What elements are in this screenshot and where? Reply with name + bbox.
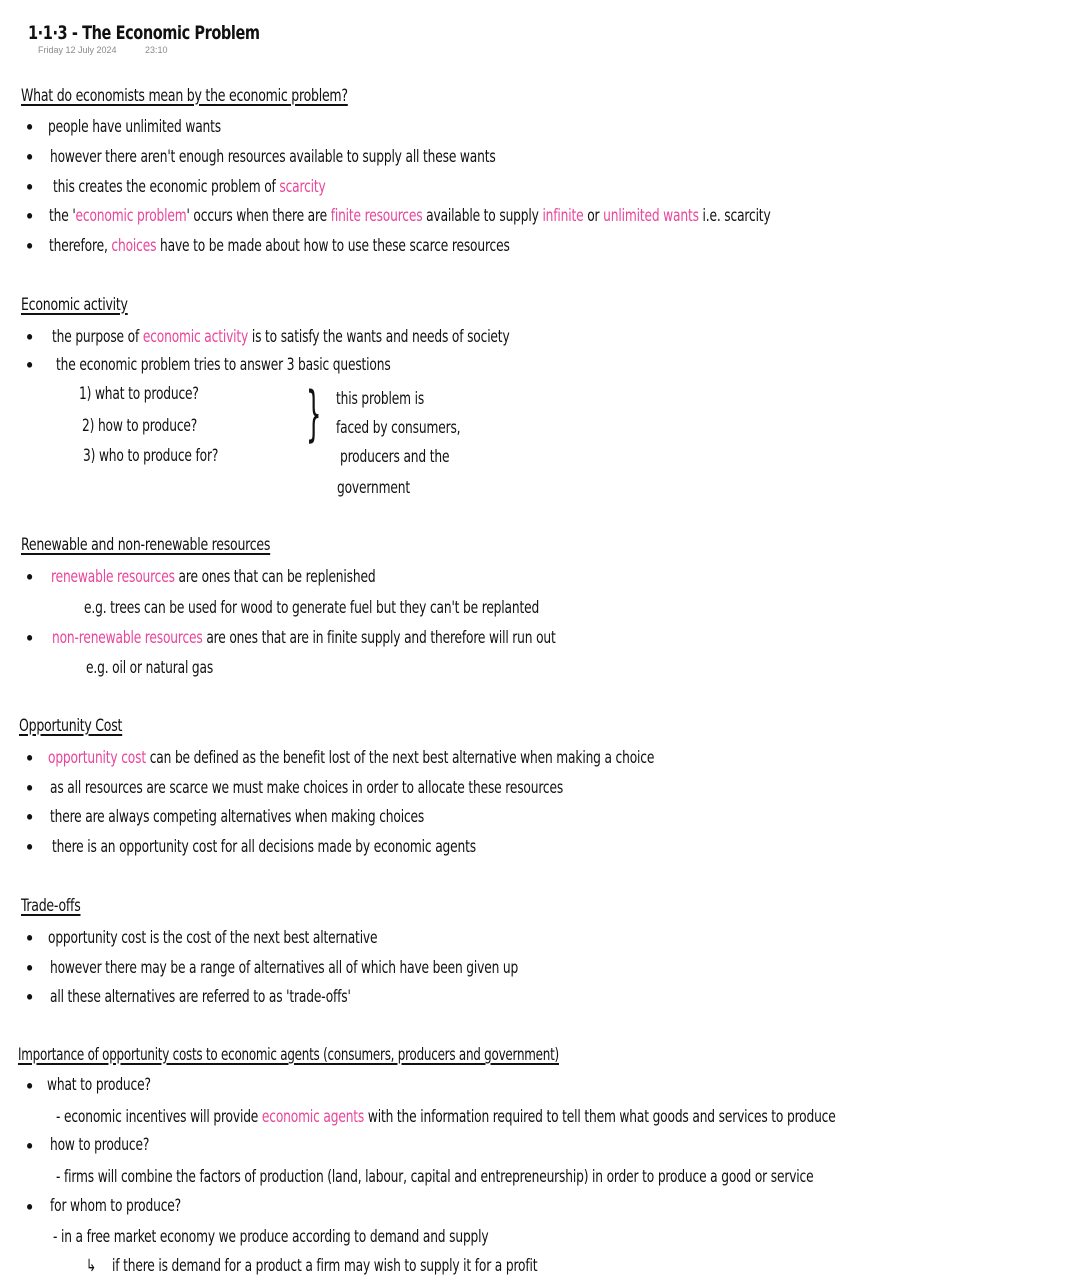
note-text: are ones that are in finite supply and therefore will run out — [202, 628, 556, 648]
highlight-term: finite resources — [330, 206, 423, 226]
heading-economic-activity: Economic activity — [21, 295, 128, 315]
bullet-icon: • — [25, 356, 35, 375]
question-item: 2) how to produce? — [82, 416, 198, 436]
note-text: the purpose of — [52, 327, 143, 347]
example-line: e.g. oil or natural gas — [86, 658, 214, 678]
bullet-icon: • — [25, 749, 35, 768]
note-text: therefore, — [49, 236, 112, 256]
highlight-term: non-renewable resources — [52, 628, 203, 648]
dash-line — [56, 1107, 836, 1127]
highlight-term: renewable resources — [51, 567, 175, 587]
note-line — [53, 177, 326, 197]
question-item: 1) what to produce? — [79, 384, 199, 404]
note-text: i.e. scarcity — [698, 206, 771, 226]
dash-line: - firms will combine the factors of production (land, labour, capital and entrepreneurship) in order to produce a good or service — [56, 1167, 814, 1187]
heading-renewable-resources: Renewable and non-renewable resources — [21, 535, 271, 555]
side-note: faced by consumers, — [336, 418, 461, 438]
question-item: 3) who to produce for? — [83, 446, 219, 466]
highlight-term: opportunity cost — [48, 748, 146, 768]
highlight-term: choices — [111, 236, 157, 256]
side-note: government — [337, 478, 410, 498]
note-line: however there aren't enough resources available to supply all these wants — [50, 147, 496, 167]
highlight-term: infinite — [542, 206, 584, 226]
note-line: all these alternatives are referred to as 'trade-offs' — [50, 987, 351, 1007]
side-note: producers and the — [340, 447, 450, 467]
note-line: as all resources are scarce we must make choices in order to allocate these resources — [50, 778, 564, 798]
note-text: - economic incentives will provide — [56, 1107, 262, 1127]
bullet-icon: • — [25, 237, 35, 256]
note-text: is to satisfy the wants and needs of society — [248, 327, 510, 347]
page-time: 23:10 — [145, 45, 168, 55]
bullet-icon: • — [25, 629, 35, 648]
note-line: for whom to produce? — [50, 1196, 181, 1216]
heading-trade-offs: Trade-offs — [21, 896, 81, 916]
heading-opportunity-cost: Opportunity Cost — [19, 716, 123, 736]
note-line: what to produce? — [47, 1075, 151, 1095]
note-line: opportunity cost is the cost of the next best alternative — [48, 928, 378, 948]
heading-economic-problem: What do economists mean by the economic problem? — [21, 86, 348, 106]
bullet-icon: • — [25, 779, 35, 798]
highlight-term: unlimited wants — [603, 206, 699, 226]
note-text: this creates the economic problem of — [53, 177, 280, 197]
bullet-icon: • — [25, 959, 35, 978]
side-note: this problem is — [336, 389, 425, 409]
bullet-icon: • — [25, 929, 35, 948]
note-text: the ' — [49, 206, 76, 226]
note-text: are ones that can be replenished — [174, 567, 376, 587]
note-line — [49, 206, 771, 226]
note-line: the economic problem tries to answer 3 basic questions — [56, 355, 391, 375]
note-text: can be defined as the benefit lost of the next best alternative when making a choice — [145, 748, 655, 768]
note-text: have to be made about how to use these scarce resources — [156, 236, 510, 256]
note-text: or — [583, 206, 604, 226]
bullet-icon: • — [25, 568, 35, 587]
bullet-icon: • — [25, 207, 35, 226]
curly-brace-icon: } — [306, 379, 322, 449]
bullet-icon: • — [25, 148, 35, 167]
highlight-term: scarcity — [279, 177, 326, 197]
note-line: there are always competing alternatives when making choices — [50, 807, 425, 827]
bullet-icon: • — [25, 838, 35, 857]
note-line: people have unlimited wants — [48, 117, 221, 137]
bullet-icon: • — [25, 118, 35, 137]
note-text: available to supply — [422, 206, 543, 226]
page-date: Friday 12 July 2024 — [38, 45, 117, 55]
dash-line: - in a free market economy we produce according to demand and supply — [53, 1227, 489, 1247]
note-line — [48, 748, 654, 768]
note-line — [52, 327, 510, 347]
bullet-icon: • — [25, 178, 35, 197]
page-title: 1·1·3 - The Economic Problem — [28, 22, 260, 44]
note-line: how to produce? — [50, 1135, 150, 1155]
note-line — [49, 236, 510, 256]
sub-note-line: if there is demand for a product a firm may wish to supply it for a profit — [112, 1256, 538, 1276]
note-line — [51, 567, 375, 587]
bullet-icon: • — [25, 1198, 35, 1217]
highlight-term: economic problem — [75, 206, 187, 226]
note-line: there is an opportunity cost for all decisions made by economic agents — [52, 837, 476, 857]
highlight-term: economic agents — [261, 1107, 365, 1127]
heading-importance-opportunity-costs: Importance of opportunity costs to economic agents (consumers, producers and government) — [18, 1045, 559, 1065]
example-line: e.g. trees can be used for wood to generate fuel but they can't be replanted — [84, 598, 540, 618]
arrow-icon: ↳ — [86, 1256, 97, 1276]
bullet-icon: • — [25, 1137, 35, 1156]
bullet-icon: • — [25, 808, 35, 827]
note-line — [52, 628, 556, 648]
highlight-term: economic activity — [142, 327, 249, 347]
bullet-icon: • — [25, 1077, 35, 1096]
note-text: ' occurs when there are — [186, 206, 331, 226]
bullet-icon: • — [25, 988, 35, 1007]
note-text: with the information required to tell them what goods and services to produce — [364, 1107, 836, 1127]
bullet-icon: • — [25, 328, 35, 347]
note-line: however there may be a range of alternatives all of which have been given up — [50, 958, 519, 978]
